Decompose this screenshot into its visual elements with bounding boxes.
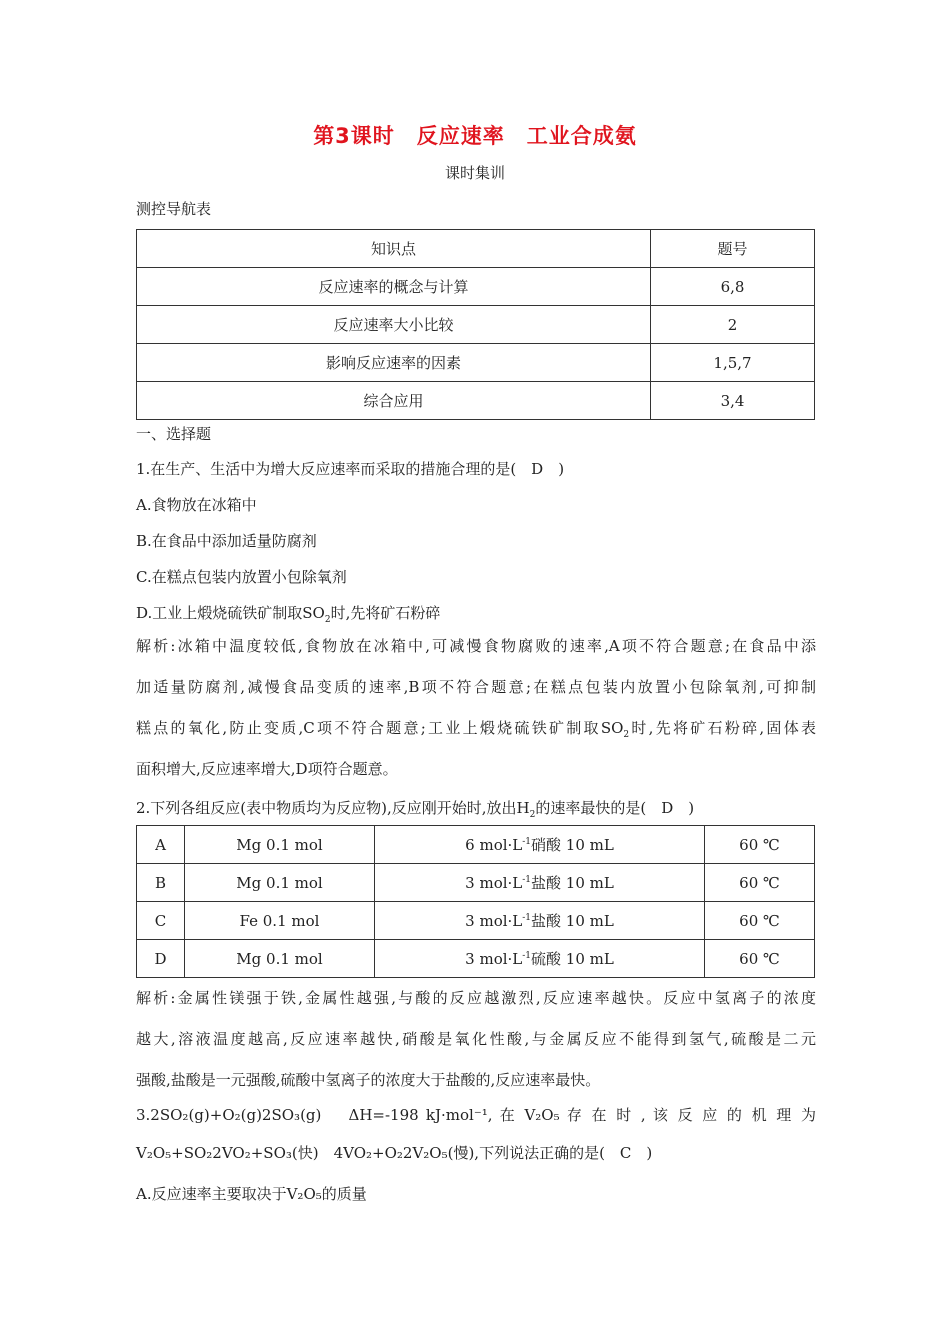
q1-explanation-line: 加适量防腐剂,减慢食品变质的速率,B项不符合题意;在糕点包装内放置小包除氧剂,可抑制	[136, 678, 816, 696]
q2-acid-conc: 3 mol·L	[465, 950, 523, 968]
table-row	[137, 826, 815, 864]
q2-explanation-line: 越大,溶液温度越高,反应速率越快,硝酸是氧化性酸,与金属反应不能得到氢气,硫酸是二元	[136, 1030, 816, 1048]
nav-topic: 影响反应速率的因素	[137, 344, 651, 382]
q2-stem-text-end: 的速率最快的是( D )	[535, 799, 695, 817]
q1-stem: 1.在生产、生活中为增大反应速率而采取的措施合理的是( D )	[136, 460, 565, 478]
nav-topic: 反应速率大小比较	[137, 306, 651, 344]
table-row	[137, 344, 815, 382]
nav-question-no: 2	[651, 306, 815, 344]
q2-acid-conc: 6 mol·L	[465, 836, 523, 854]
q1-option-a: A.食物放在冰箱中	[136, 496, 257, 514]
nav-question-no: 1,5,7	[651, 344, 815, 382]
q2-metal: Mg 0.1 mol	[185, 940, 375, 978]
q3-stem	[136, 1096, 816, 1172]
q1-explanation-text: 糕点的氧化,防止变质,C项不符合题意;工业上煅烧硫铁矿制取SO	[136, 719, 624, 737]
q1-option-d-text-end: 时,先将矿石粉碎	[330, 604, 441, 622]
q2-metal: Mg 0.1 mol	[185, 864, 375, 902]
q2-acid: 3 $mol\cdot L^{-1}$盐酸 10 mL	[375, 864, 705, 902]
nav-table-label: 测控导航表	[136, 200, 212, 218]
q2-explanation-line: 强酸,盐酸是一元强酸,硫酸中氢离子的浓度大于盐酸的,反应速率最快。	[136, 1071, 601, 1089]
q1-explanation-text-end: 时,先将矿石粉碎,固体表	[629, 719, 816, 737]
q2-acid: 6 $mol\cdot L^{-1}$硝酸 10 mL	[375, 826, 705, 864]
q2-acid-conc: 3 mol·L	[465, 912, 523, 930]
q2-metal: Mg 0.1 mol	[185, 826, 375, 864]
q2-acid-name: 硝酸 10 mL	[531, 836, 614, 854]
q2-acid: 3 $mol\cdot L^{-1}$盐酸 10 mL	[375, 902, 705, 940]
nav-topic: 反应速率的概念与计算	[137, 268, 651, 306]
q2-stem: 2.下列各组反应(表中物质均为反应物),反应刚开始时,放出$H_2$的速率最快的是( D )	[136, 799, 695, 820]
table-row	[137, 268, 815, 306]
section-heading: 一、选择题	[136, 425, 212, 443]
q1-explanation-line: 糕点的氧化,防止变质,C项不符合题意;工业上煅烧硫铁矿制取$SO_2$时,先将矿石粉碎,固体表	[136, 719, 816, 740]
q2-temp: 60 ℃	[705, 940, 815, 978]
q1-option-d: D.工业上煅烧硫铁矿制取$SO_2$时,先将矿石粉碎	[136, 604, 441, 625]
q1-explanation-line: 解析:冰箱中温度较低,食物放在冰箱中,可减慢食物腐败的速率,A项不符合题意;在食品中添	[136, 637, 816, 655]
nav-header-topic: 知识点	[137, 230, 651, 268]
q1-option-b: B.在食品中添加适量防腐剂	[136, 532, 317, 550]
q2-option: A	[137, 826, 185, 864]
q2-temp: 60 ℃	[705, 902, 815, 940]
q2-stem-text: 2.下列各组反应(表中物质均为反应物),反应刚开始时,放出H	[136, 799, 530, 817]
nav-header-question-no: 题号	[651, 230, 815, 268]
q2-option: D	[137, 940, 185, 978]
q2-acid-conc: 3 mol·L	[465, 874, 523, 892]
q3-option-a: A.反应速率主要取决于V₂O₅的质量	[136, 1185, 367, 1203]
q1-option-d-text: D.工业上煅烧硫铁矿制取SO	[136, 604, 325, 622]
q2-acid-name: 硫酸 10 mL	[531, 950, 614, 968]
q3-stem-line: 3.2SO₂(g)+O₂(g)2SO₃(g) ΔH=-198 kJ·mol⁻¹, 在 V₂O₅ 存 在 时 , 该 反 应 的 机 理 为	[136, 1106, 816, 1124]
q2-option: C	[137, 902, 185, 940]
q2-temp: 60 ℃	[705, 864, 815, 902]
table-row	[137, 864, 815, 902]
q2-option: B	[137, 864, 185, 902]
table-row	[137, 940, 815, 978]
q2-explanation-line: 解析:金属性镁强于铁,金属性越强,与酸的反应越激烈,反应速率越快。反应中氢离子的浓度	[136, 989, 816, 1007]
q2-explanation	[136, 978, 816, 1101]
nav-topic: 综合应用	[137, 382, 651, 420]
table-row	[137, 902, 815, 940]
q2-acid-name: 盐酸 10 mL	[531, 874, 614, 892]
lesson-title: 第3课时 反应速率 工业合成氨	[313, 124, 637, 148]
q1-explanation	[136, 626, 816, 790]
nav-table-header	[137, 230, 815, 268]
nav-question-no: 3,4	[651, 382, 815, 420]
lesson-subtitle: 课时集训	[444, 164, 505, 182]
q2-temp: 60 ℃	[705, 826, 815, 864]
nav-question-no: 6,8	[651, 268, 815, 306]
q3-stem-line: V₂O₅+SO₂2VO₂+SO₃(快) 4VO₂+O₂2V₂O₅(慢),下列说法正确的是( C )	[136, 1144, 653, 1162]
nav-table	[136, 229, 815, 420]
q2-acid: 3 $mol\cdot L^{-1}$硫酸 10 mL	[375, 940, 705, 978]
q2-table	[136, 825, 815, 978]
table-row	[137, 306, 815, 344]
q1-explanation-line: 面积增大,反应速率增大,D项符合题意。	[136, 760, 398, 778]
table-row	[137, 382, 815, 420]
q2-metal: Fe 0.1 mol	[185, 902, 375, 940]
q1-option-c: C.在糕点包装内放置小包除氧剂	[136, 568, 347, 586]
q2-acid-name: 盐酸 10 mL	[531, 912, 614, 930]
